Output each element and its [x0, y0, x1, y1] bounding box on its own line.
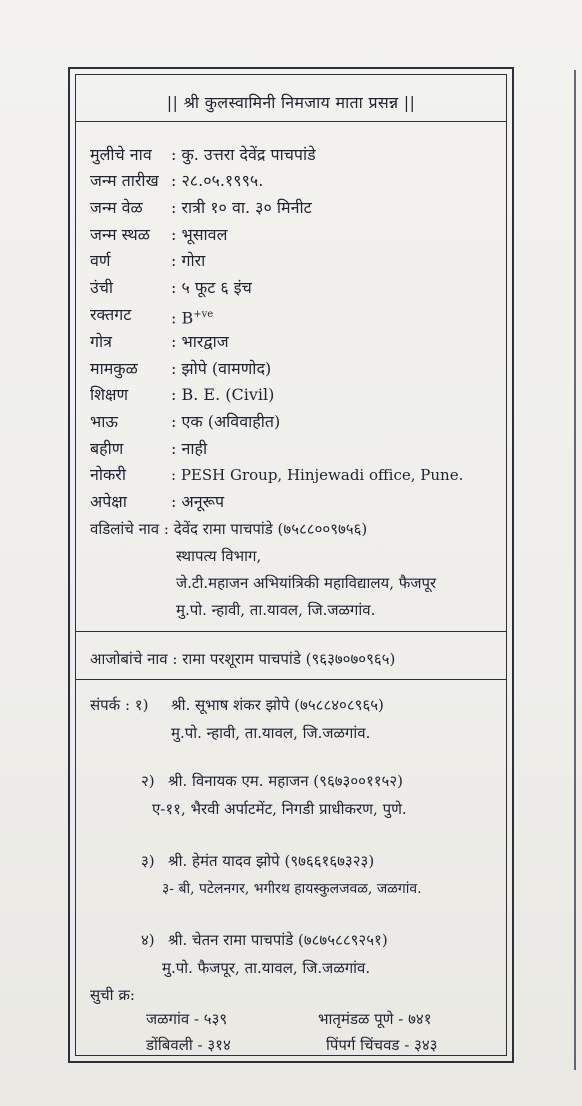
contact-3-address: ३- बी, पटेलनगर, भगीरथ हायस्कुलजवळ, जळगांव.	[162, 881, 422, 897]
label-complexion: वर्ण	[90, 251, 111, 270]
father-college: जे.टी.महाजन अभियांत्रिकी महाविद्यालय, फैजपूर	[176, 574, 437, 592]
contact-3-number: ३)	[141, 852, 155, 870]
index-pune: भातृमंडळ पूणे - ७४१	[318, 1010, 432, 1028]
label-blood-group: रक्तगट	[90, 305, 132, 324]
label-sister: बहीण	[90, 439, 124, 458]
value-expectation: : अनूरूप	[171, 492, 225, 511]
value-complexion: : गोरा	[171, 251, 206, 270]
value-sister: : नाही	[171, 439, 208, 458]
label-birth-place: जन्म स्थळ	[90, 225, 150, 244]
label-height: उंची	[90, 278, 114, 297]
header-divider	[76, 121, 506, 122]
value-birth-place: : भूसावल	[171, 225, 228, 244]
value-birth-time: : रात्री १० वा. ३० मिनीट	[171, 198, 312, 217]
contact-3-name: श्री. हेमंत यादव झोपे (९७६६१६७३२३)	[168, 852, 375, 870]
contact-4-address: मु.पो. फैजपूर, ता.यावल, जि.जळगांव.	[162, 959, 371, 977]
father-divider	[76, 631, 506, 632]
value-maternal-family: : झोपे (वामणोद)	[171, 359, 272, 378]
index-dombivli: डोंबिवली - ३१४	[146, 1036, 231, 1054]
father-address: मु.पो. न्हावी, ता.यावल, जि.जळगांव.	[176, 601, 376, 619]
contact-1-name: श्री. सूभाष शंकर झोपे (७५८८४०८९६५)	[171, 696, 384, 714]
label-birth-time: जन्म वेळ	[90, 198, 143, 217]
blood-group-text: : B	[171, 308, 194, 328]
contact-2-name: श्री. विनायक एम. महाजन (९६७३००११५२)	[168, 772, 404, 790]
value-blood-group	[171, 305, 213, 328]
label-brother: भाऊ	[90, 412, 118, 431]
label-gotra: गोत्र	[90, 332, 112, 351]
label-maternal-family: मामकुळ	[90, 359, 138, 378]
label-name: मुलीचे नाव	[90, 145, 152, 164]
label-education: शिक्षण	[90, 385, 129, 404]
contact-2-number: २)	[141, 772, 155, 790]
grandfather-name: आजोबांचे नाव : रामा परशूराम पाचपांडे (९६३७०७०९६५)	[90, 650, 396, 668]
value-gotra: : भारद्वाज	[171, 332, 229, 351]
contacts-label: संपर्क : १)	[90, 696, 149, 714]
label-job: नोकरी	[90, 465, 127, 484]
value-height: : ५ फूट ६ इंच	[171, 278, 252, 297]
biodata-inner-border	[75, 74, 507, 1056]
father-dept: स्थापत्य विभाग,	[176, 547, 262, 565]
value-job: : PESH Group, Hinjewadi office, Pune.	[171, 466, 464, 484]
value-brother: : एक (अविवाहीत)	[171, 412, 281, 431]
contact-4-number: ४)	[141, 931, 155, 949]
index-pimpri: पिंपर्ग चिंचवड - ३४३	[326, 1036, 438, 1054]
contact-4-name: श्री. चेतन रामा पाचपांडे (७८७५८८९२५१)	[168, 931, 388, 949]
value-name: : कु. उत्तरा देवेंद्र पाचपांडे	[171, 145, 316, 164]
blood-group-sup: +ve	[193, 309, 214, 320]
label-birth-date: जन्म तारीख	[90, 171, 159, 190]
grandfather-divider	[76, 679, 506, 680]
biodata-card	[68, 67, 514, 1063]
page-edge-line	[574, 70, 576, 1070]
blessing-header: || श्री कुलस्वामिनी निमजाय माता प्रसन्न ||	[166, 93, 416, 112]
index-jalgaon: जळगांव - ५३९	[146, 1010, 228, 1028]
contact-1-address: मु.पो. न्हावी, ता.यावल, जि.जळगांव.	[171, 724, 371, 742]
contact-2-address: ए-११, भैरवी अर्पाटमेंट, निगडी प्राधीकरण, पुणे.	[152, 800, 407, 818]
label-expectation: अपेक्षा	[90, 492, 127, 511]
value-birth-date: : २८.०५.१९९५.	[171, 171, 264, 190]
index-label: सुची क्र:	[90, 986, 135, 1004]
father-name: वडिलांचे नाव : देवेंद रामा पाचपांडे (७५८८००९७५६)	[90, 520, 368, 538]
value-education: : B. E. (Civil)	[171, 385, 275, 404]
